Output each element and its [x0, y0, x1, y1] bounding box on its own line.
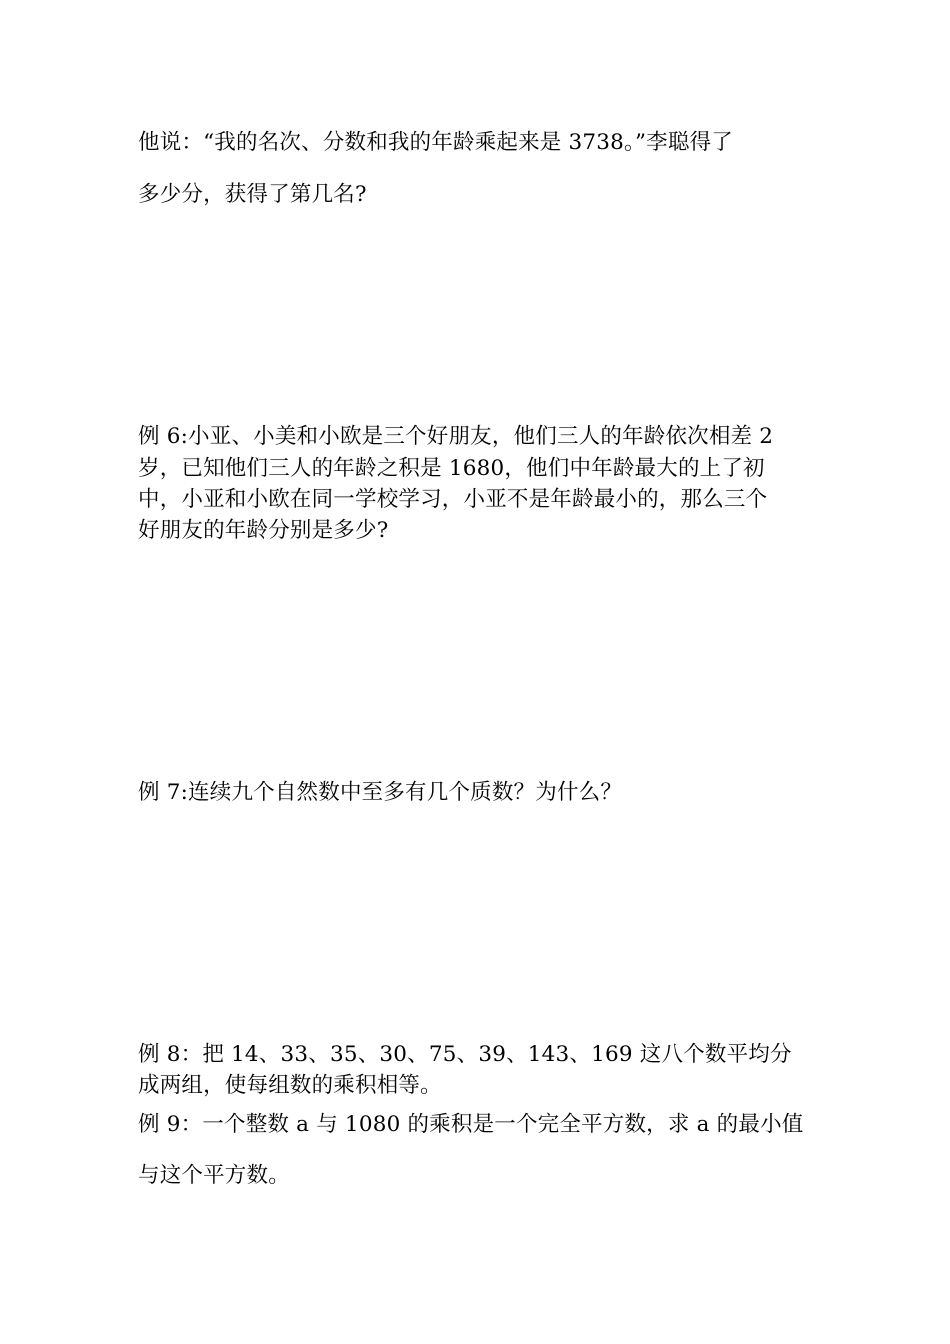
problem5-line-1: 他说：“我的名次、分数和我的年龄乘起来是 3738。”李聪得了 [138, 130, 733, 155]
example6-line-3: 中，小亚和小欧在同一学校学习，小亚不是年龄最小的，那么三个 [138, 487, 768, 512]
example6-line-2: 岁，已知他们三人的年龄之积是 1680，他们中年龄最大的上了初 [138, 456, 765, 481]
example8-line-1: 例 8：把 14、33、35、30、75、39、143、169 这八个数平均分 [138, 1042, 792, 1067]
example9-line-2: 与这个平方数。 [138, 1163, 290, 1188]
problem5-line-2: 多少分，获得了第几名? [138, 182, 367, 207]
example9-line-1: 例 9：一个整数 a 与 1080 的乘积是一个完全平方数，求 a 的最小值 [138, 1112, 804, 1137]
example6-line-4: 好朋友的年龄分别是多少? [138, 518, 389, 543]
example8-line-2: 成两组，使每组数的乘积相等。 [138, 1073, 442, 1098]
example7-line-1: 例 7:连续九个自然数中至多有几个质数？为什么？ [138, 780, 623, 805]
example6-line-1: 例 6:小亚、小美和小欧是三个好朋友，他们三人的年龄依次相差 2 [138, 424, 774, 449]
